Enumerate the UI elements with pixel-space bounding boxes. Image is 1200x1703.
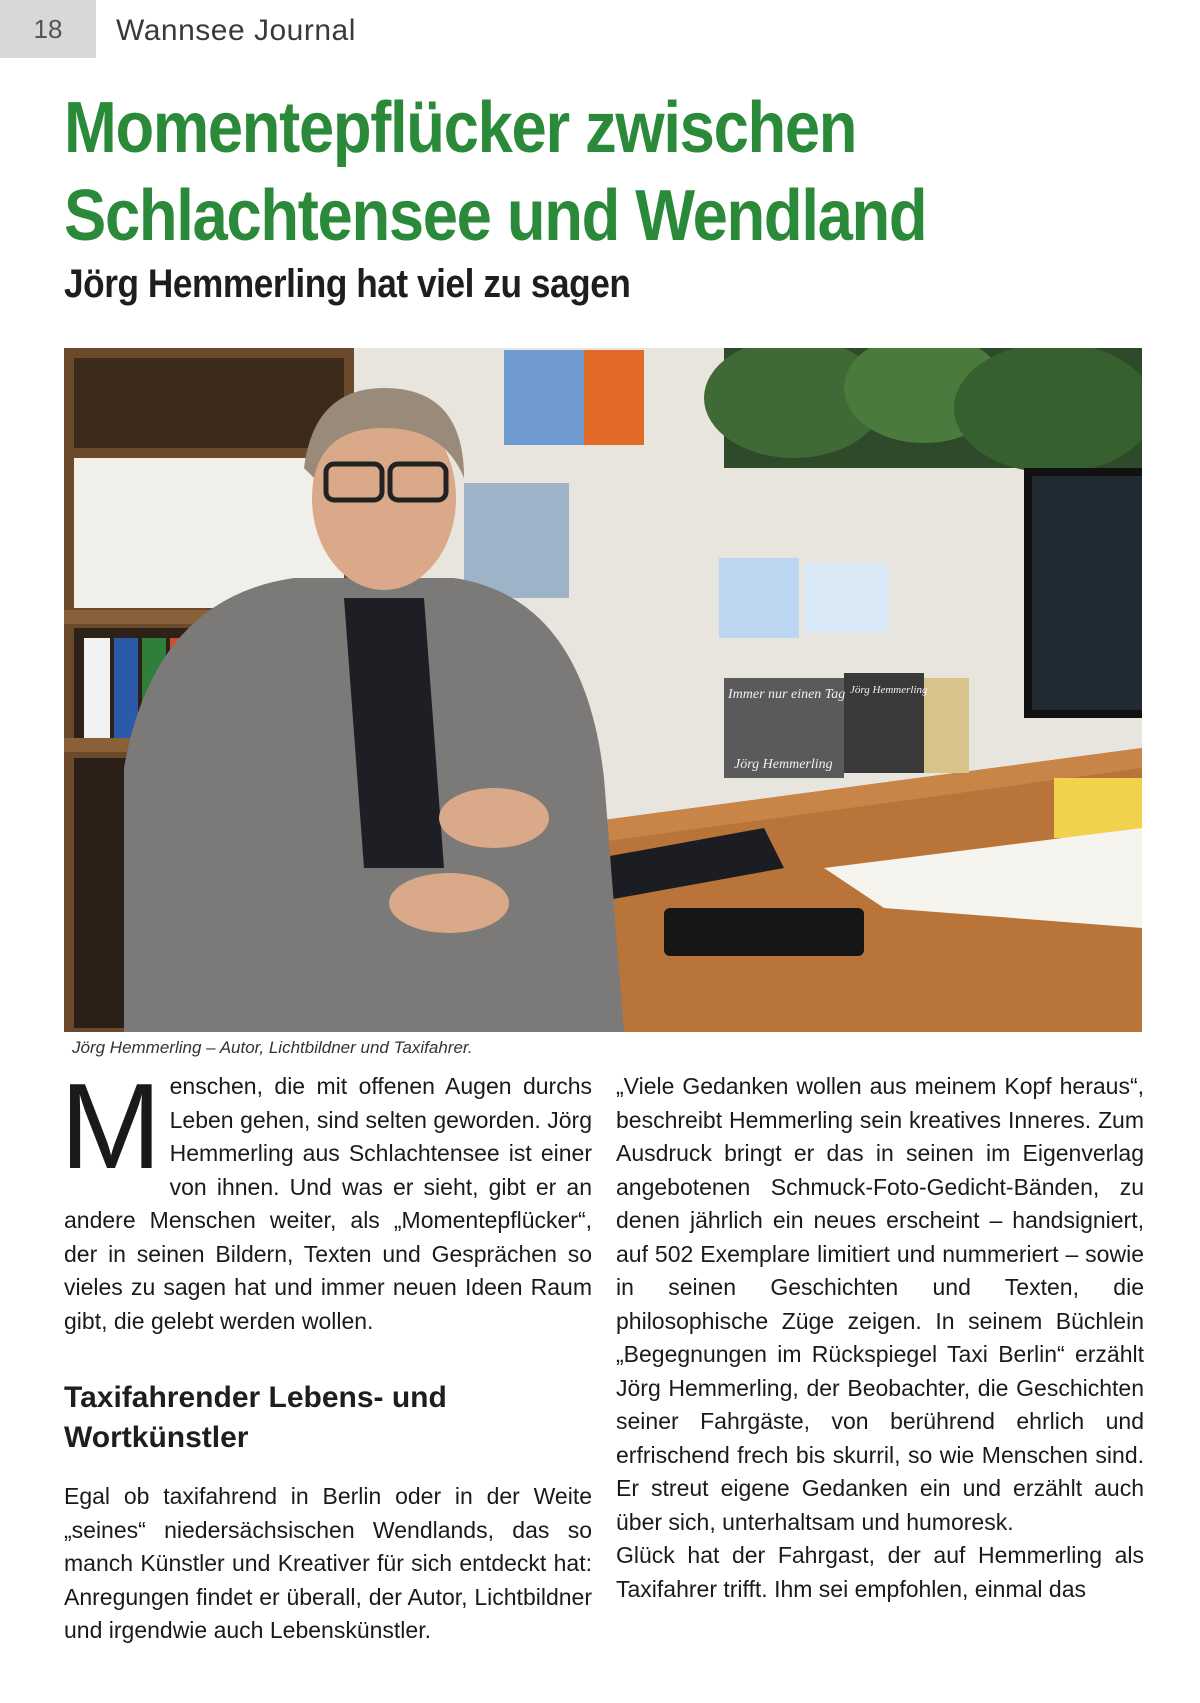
intro-paragraph (60, 1058, 592, 1338)
section-heading: Taxifahrender Lebens- und Wortkünstler (64, 1381, 447, 1454)
drop-cap: M (60, 1058, 162, 1194)
article-headline (64, 84, 1014, 260)
photo-caption: Jörg Hemmerling – Autor, Lichtbildner und Taxifahrer. (72, 1038, 473, 1057)
book-cover-author: Jörg Hemmerling (734, 757, 833, 772)
headline-line-2: Schlachtensee und Wendland (64, 176, 927, 256)
left-column (60, 1058, 592, 1648)
page-number: 18 (0, 0, 96, 58)
book-cover-title: Immer nur einen Tag (728, 687, 846, 702)
headline-line-1: Momentepflücker zwischen (64, 88, 857, 168)
book2-author: Jörg Hemmerling (850, 684, 928, 696)
intro-text: enschen, die mit offenen Augen durchs Leben gehen, sind selten geworden. Jörg Hemmerling aus Schlachtensee ist einer von ihnen. Und was er sieht, gibt er an andere Menschen weiter, als „Momentepflücker“, der in seinen Bildern, Texten und Gesprächen so vieles zu sagen hat und immer neuen Ideen Raum gibt, die gelebt werden wollen. (64, 1073, 592, 1334)
section-paragraph: Egal ob taxifahrend in Berlin oder in der Weite „seines“ niedersächsischen Wendlands, das so manch Künstler und Kreativer für sich entdeckt hat: Anregungen findet er überall, der Autor, Lichtbildner und irgendwie auch Lebenskünstler. (64, 1483, 592, 1643)
article-photo (64, 348, 1142, 1032)
publication-title: Wannsee Journal (116, 14, 356, 47)
photo-illustration (64, 348, 1142, 1032)
right-paragraph-1: „Viele Gedanken wollen aus meinem Kopf heraus“, beschreibt Hemmerling sein kreatives Inneres. Zum Ausdruck bringt er das in seinen im Eigenverlag angebotenen Schmuck-Foto-Gedicht-Bänden, zu denen jährlich ein neues erscheint – handsigniert, auf 502 Exemplare limitiert und nummeriert – sowie in seinen Geschichten und Texten, die philosophische Züge zeigen. In seinem Büchlein „Begegnungen im Rückspiegel Taxi Berlin“ erzählt Jörg Hemmerling, der Beobachter, die Geschichten seiner Fahrgäste, von berührend ehrlich und erfrischend frech bis skurril, so wie Menschen sind. Er streut eigene Gedanken ein und erzählt auch über sich, unterhaltsam und humoresk. (616, 1073, 1144, 1535)
right-column (616, 1070, 1144, 1606)
right-paragraph-2: Glück hat der Fahrgast, der auf Hemmerling als Taxifahrer trifft. Ihm sei empfohlen, einmal das (616, 1542, 1144, 1602)
article-subheadline: Jörg Hemmerling hat viel zu sagen (64, 262, 631, 306)
